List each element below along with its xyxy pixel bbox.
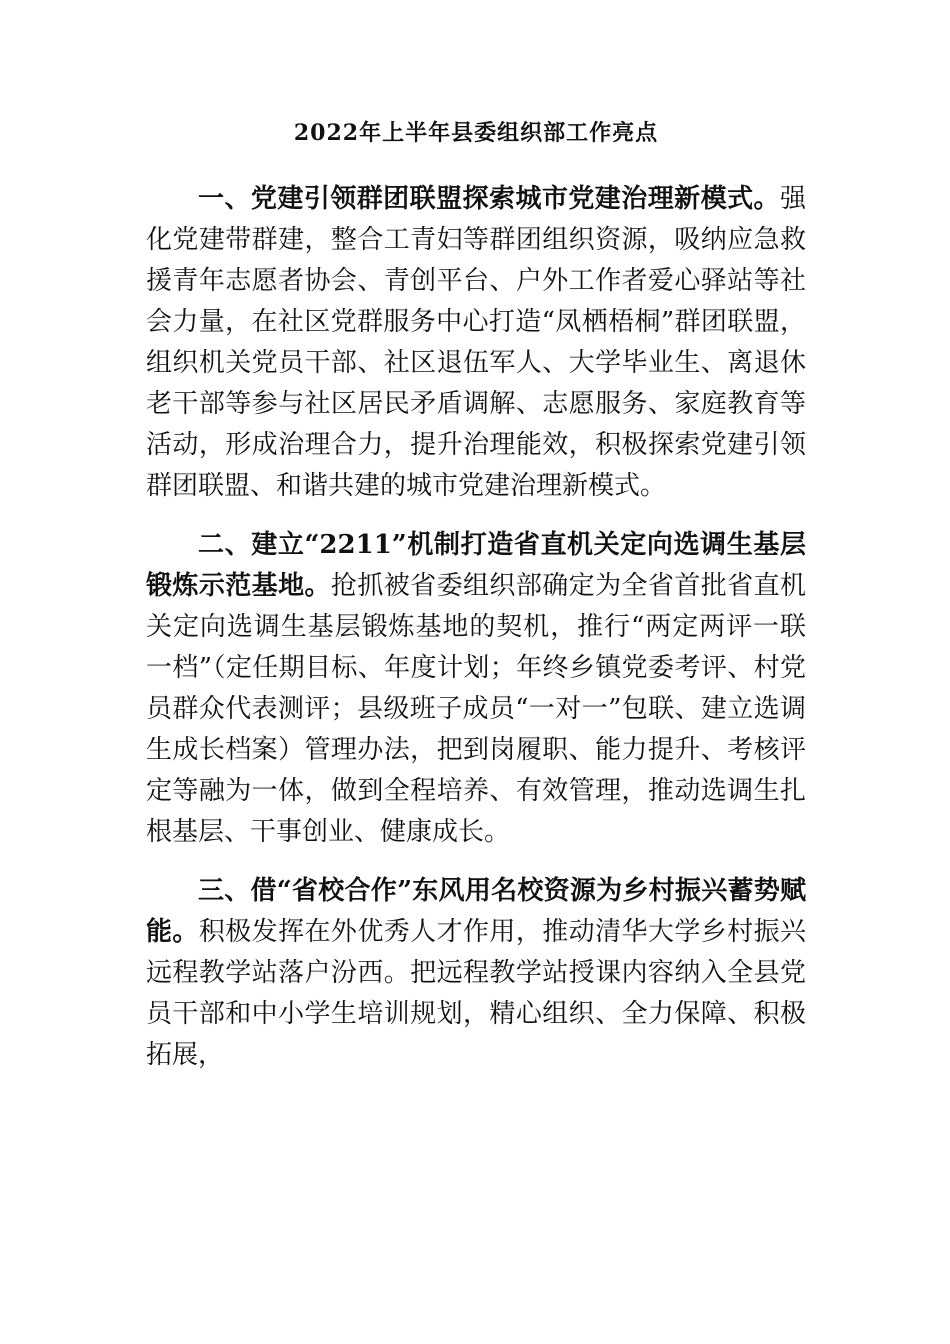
paragraph-3-heading: 三、借“省校合作”东风用名校资源为乡村振兴蓄势赋能。 <box>146 876 806 947</box>
paragraph-1-body: 强化党建带群建，整合工青妇等群团组织资源，吸纳应急救援青年志愿者协会、青创平台、户外工作者爱心驿站等社会力量，在社区党群服务中心打造“凤栖梧桐”群团联盟，组织机关党员干部、社区退伍军人、大学毕业生、离退休老干部等参与社区居民矛盾调解、志愿服务、家庭教育等活动，形成治理合力，提升治理能效，积极探索党建引领群团联盟、和谐共建的城市党建治理新模式。 <box>146 184 806 501</box>
paragraph-1-heading: 一、党建引领群团联盟探索城市党建治理新模式。 <box>198 184 780 214</box>
document-page <box>146 118 806 1094</box>
document-title: 2022年上半年县委组织部工作亮点 <box>293 120 659 146</box>
paragraph-2-heading: 二、建立“2211”机制打造省直机关定向选调生基层锻炼示范基地。 <box>146 530 806 601</box>
paragraph-2-body: 抢抓被省委组织部确定为全省首批省直机关定向选调生基层锻炼基地的契机，推行“两定两评一联一档”（定任期目标、年度计划；年终乡镇党委考评、村党员群众代表测评；县级班子成员“一对一”包联、建立选调生成长档案）管理办法，把到岗履职、能力提升、考核评定等融为一体，做到全程培养、有效管理，推动选调生扎根基层、干事创业、健康成长。 <box>146 571 806 847</box>
paragraph-3 <box>146 871 806 1076</box>
paragraph-2 <box>146 525 806 853</box>
paragraph-3-body: 积极发挥在外优秀人才作用，推动清华大学乡村振兴远程教学站落户汾西。把远程教学站授课内容纳入全县党员干部和中小学生培训规划，精心组织、全力保障、积极拓展， <box>146 917 806 1070</box>
paragraph-1 <box>146 179 806 507</box>
